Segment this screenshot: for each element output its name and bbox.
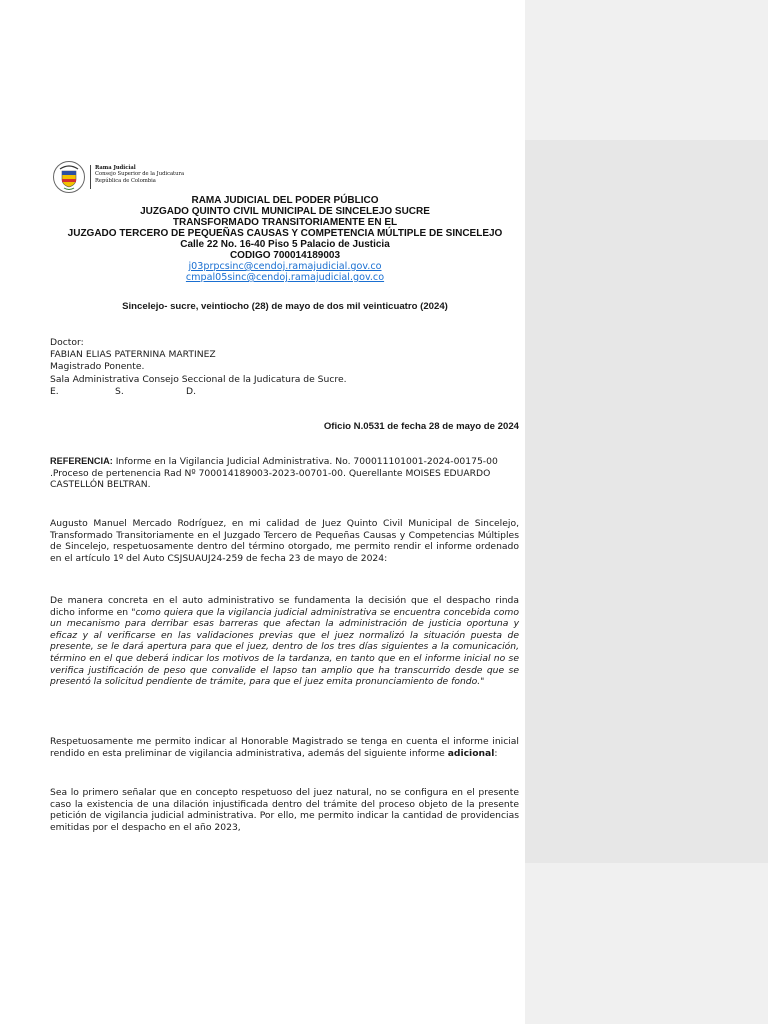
esd-e: E. <box>50 385 59 397</box>
logo-line1: Rama Judicial <box>95 165 136 171</box>
logo-divider <box>90 165 91 189</box>
colombia-seal-icon <box>52 160 86 194</box>
recipient-role: Magistrado Ponente. <box>50 361 145 373</box>
header-line1: RAMA JUDICIAL DEL PODER PÚBLICO <box>191 195 379 206</box>
header-code: CODIGO 700014189003 <box>229 250 341 261</box>
body-paragraph-4: Sea lo primero señalar que en concepto respetuoso del juez natural, no se configura en el presente caso la existencia de una dilación injustificada dentro del trámite del proceso objeto de la presente petición de vigilancia judicial administrativa. Por ello, me permito indicar la cantidad de providencias emitidas por el despacho en el año 2023, <box>50 787 519 833</box>
logo-line2: Consejo Superior de la Judicatura <box>95 171 185 178</box>
paragraph-3-bold: adicional <box>447 747 495 759</box>
reference-text: Informe en la Vigilancia Judicial Administrativa. No. 700011101001-2024-00175-00 .Proceso de pertenencia Rad Nº 700014189003-2023-00701-00. Querellante MOISES EDUARDO CASTELLÓN BELTRAN. <box>50 456 498 491</box>
oficio-number: Oficio N.0531 de fecha 28 de mayo de 2024 <box>323 421 519 432</box>
header-line3: TRANSFORMADO TRANSITORIAMENTE EN EL <box>172 217 398 228</box>
logo-line3: República de Colombia <box>95 177 156 184</box>
esd-d: D. <box>186 385 196 397</box>
reference-label: REFERENCIA: <box>50 456 113 466</box>
paragraph-2-quote: "como quiera que la vigilancia judicial administrativa se encuentra concebida como un mecanismo para derribar esas barreras que afectan la administración de justicia oportuna y eficaz y al verificarse en las validaciones previas que el juez normalizó la situación puesta de presente, se le dará apertura para que el juez, dentro de los tres días siguientes a la comunicación, término en el que deberá indicar los motivos de la tardanza, en tanto que en el informe inicial no se verifica justificación de peso que convalide el lapso tan amplio que ha transcurrido desde que se presentó la solicitud pendiente de trámite, para que el juez emita pronunciamiento de fondo." <box>50 606 519 688</box>
paragraph-3-end: : <box>494 747 498 759</box>
paragraph-2-intro: De manera concreta en el auto administrativo se fundamenta la decisión que el despacho rinda dicho informe en <box>50 595 519 618</box>
esd-s: S. <box>115 385 124 397</box>
reference-block <box>50 456 519 491</box>
esd-line <box>50 386 510 398</box>
recipient-salutation: Doctor: <box>50 337 84 348</box>
comment-margin-stripe <box>525 140 768 863</box>
paragraph-3-text: Respetuosamente me permito indicar al Honorable Magistrado se tenga en cuenta el informe inicial rendido en esta preliminar de vigilancia administrativa, además del siguiente informe <box>50 736 519 759</box>
header-line2: JUZGADO QUINTO CIVIL MUNICIPAL DE SINCELEJO SUCRE <box>140 206 430 217</box>
body-paragraph-3 <box>50 736 519 759</box>
letterhead <box>50 195 520 283</box>
rama-judicial-logo <box>52 160 192 194</box>
comment-margin-panel <box>525 0 768 1024</box>
date-line: Sincelejo- sucre, veintiocho (28) de mayo de dos mil veinticuatro (2024) <box>122 301 448 312</box>
body-paragraph-2 <box>50 595 519 688</box>
email-link-1[interactable]: j03prpcsinc@cendoj.ramajudicial.gov.co <box>188 261 382 272</box>
recipient-name: FABIAN ELIAS PATERNINA MARTINEZ <box>50 349 216 361</box>
email-link-2[interactable]: cmpal05sinc@cendoj.ramajudicial.gov.co <box>185 272 385 283</box>
header-line4: JUZGADO TERCERO DE PEQUEÑAS CAUSAS Y COMPETENCIA MÚLTIPLE DE SINCELEJO <box>67 228 503 239</box>
recipient-block <box>50 337 510 398</box>
logo-text <box>95 165 184 184</box>
recipient-office: Sala Administrativa Consejo Seccional de la Judicatura de Sucre. <box>50 373 347 385</box>
header-address: Calle 22 No. 16-40 Piso 5 Palacio de Justicia <box>180 239 390 250</box>
body-paragraph-1: Augusto Manuel Mercado Rodríguez, en mi calidad de Juez Quinto Civil Municipal de Sincelejo, Transformado Transitoriamente en el Juzgado Tercero de Pequeñas Causas y Competencias Múltiples de Sincelejo, respetuosamente dentro del término otorgado, me permito rendir el informe ordenado en el artículo 1º del Auto CSJSUAUJ24-259 de fecha 23 de mayo de 2024: <box>50 518 519 564</box>
